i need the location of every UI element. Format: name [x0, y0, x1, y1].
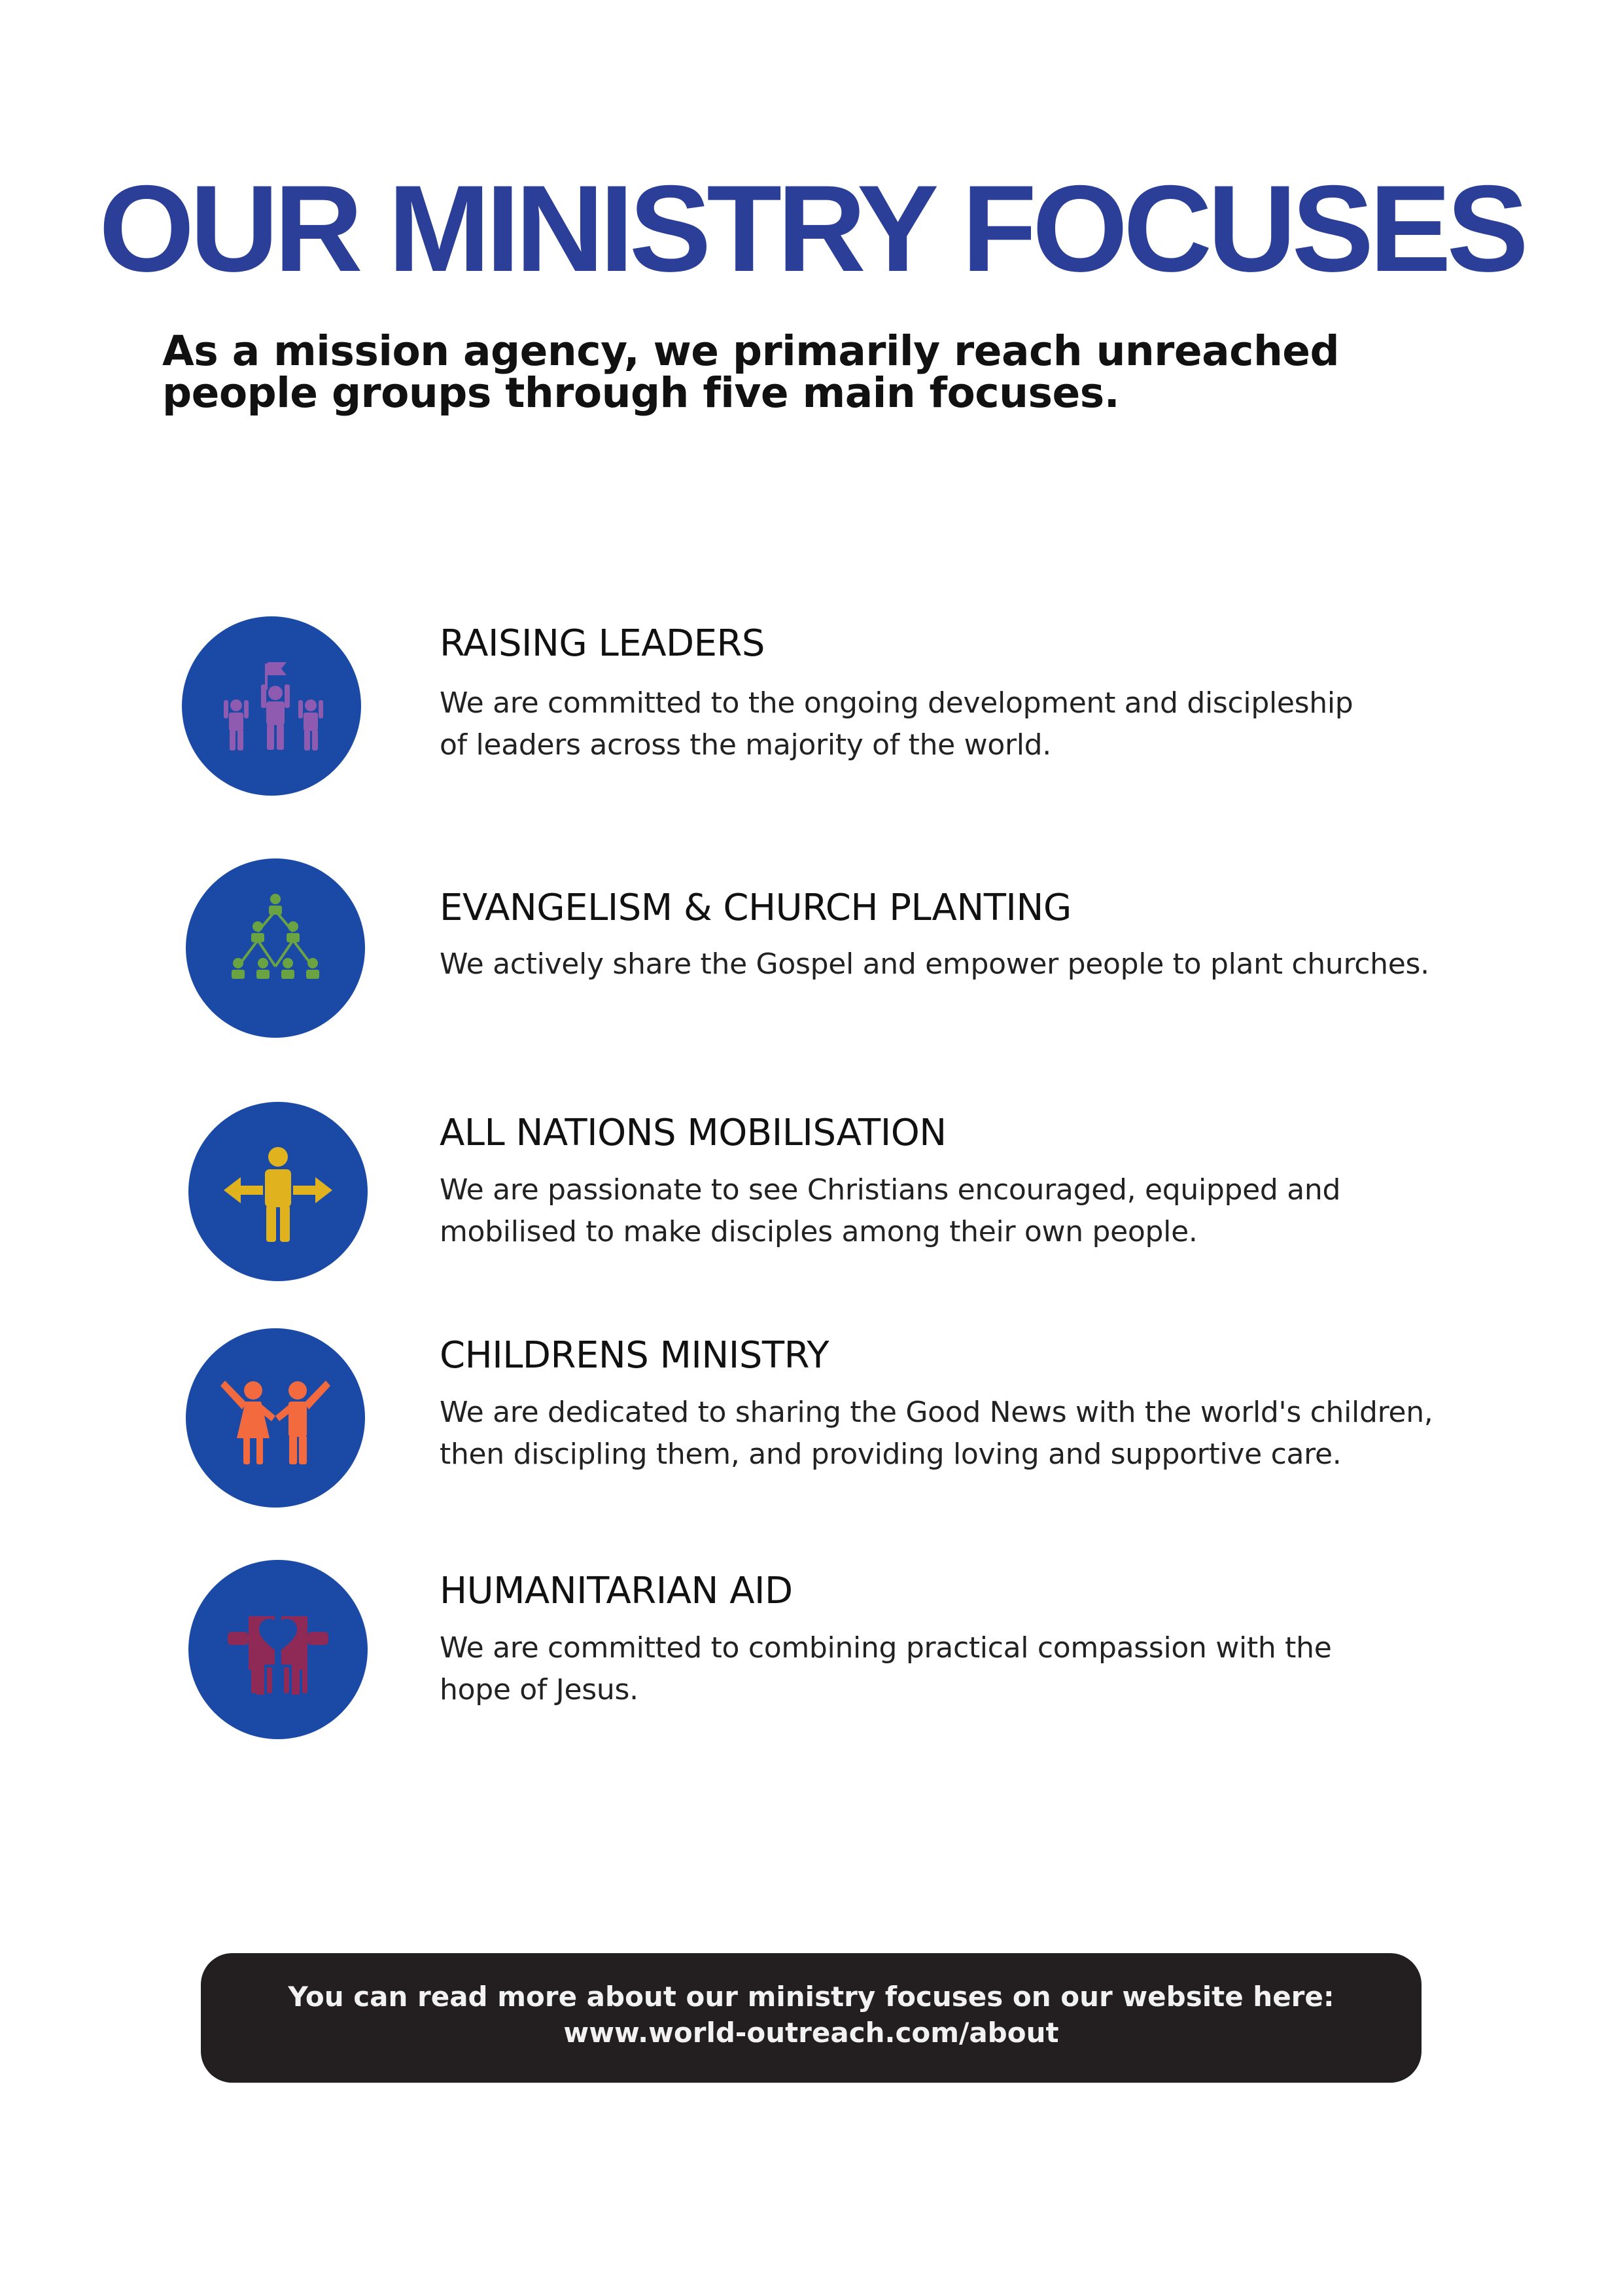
focus-description-raising-leaders: We are committed to the ongoing development and discipleship of leaders across the majority of the world. [440, 686, 1353, 762]
focus-description-evangelism-church-planting: We actively share the Gospel and empower people to plant churches. [440, 947, 1429, 981]
leaders-raising-flag-icon [182, 616, 361, 796]
page-subtitle: As a mission agency, we primarily reach unreached people groups through five main focuses. [162, 327, 1340, 417]
focus-description-childrens-ministry: We are dedicated to sharing the Good News with the world's children, then discipling them, and providing loving and supportive care. [440, 1396, 1433, 1471]
focus-description-humanitarian-aid: We are committed to combining practical compassion with the hope of Jesus. [440, 1631, 1332, 1706]
hands-holding-heart-icon [188, 1560, 368, 1739]
focus-title-all-nations-mobilisation: ALL NATIONS MOBILISATION [440, 1112, 947, 1154]
footer-text: You can read more about our ministry focuses on our website here: [288, 1981, 1335, 2013]
focus-title-humanitarian-aid: HUMANITARIAN AID [440, 1570, 793, 1612]
footer-website-link[interactable]: www.world-outreach.com/about [563, 2017, 1059, 2049]
focus-title-raising-leaders: RAISING LEADERS [440, 622, 765, 665]
focus-title-childrens-ministry: CHILDRENS MINISTRY [440, 1334, 829, 1377]
page-title: OUR MINISTRY FOCUSES [99, 160, 1524, 297]
focus-description-all-nations-mobilisation: We are passionate to see Christians encouraged, equipped and mobilised to make disciples among their own people. [440, 1173, 1341, 1248]
church-planting-network-icon [186, 858, 365, 1038]
children-holding-hands-icon [186, 1328, 365, 1508]
footer-banner [201, 1953, 1422, 2083]
focus-title-evangelism-church-planting: EVANGELISM & CHURCH PLANTING [440, 887, 1072, 929]
person-with-arrows-icon [188, 1102, 368, 1281]
